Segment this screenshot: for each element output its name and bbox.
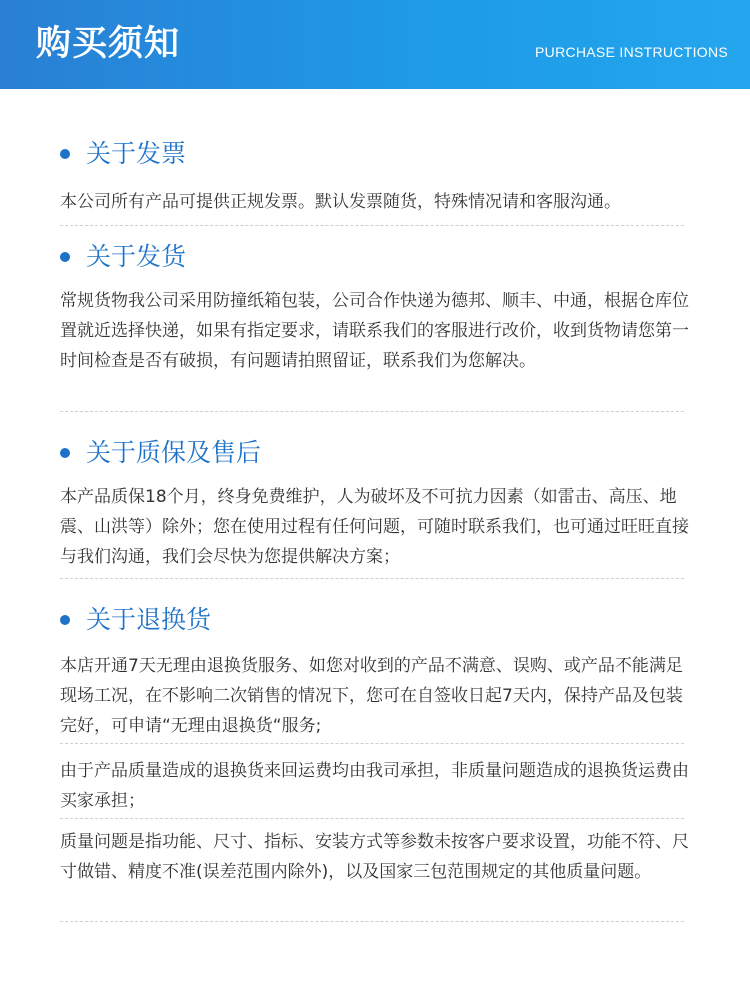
divider (60, 921, 684, 922)
divider (60, 411, 684, 412)
divider (60, 743, 684, 744)
bullet-dot-icon (60, 615, 70, 625)
divider (60, 818, 684, 819)
page-subtitle: PURCHASE INSTRUCTIONS (535, 44, 728, 60)
section-title: 关于退换货 (86, 605, 212, 634)
section-heading-invoice (60, 137, 186, 171)
section-paragraph: 常规货物我公司采用防撞纸箱包装，公司合作快递为德邦、顺丰、中通，根据仓库位置就近选择快递，如果有指定要求，请联系我们的客服进行改价，收到货物请您第一时间检查是否有破损，有问题请拍照留证，联系我们为您解决。 (60, 291, 689, 371)
section-heading-warranty (60, 436, 261, 470)
divider (60, 225, 684, 226)
bullet-dot-icon (60, 252, 70, 262)
section-title: 关于发票 (86, 139, 187, 168)
section-paragraph: 本店开通7天无理由退换货服务、如您对收到的产品不满意、误购、或产品不能满足现场工况，在不影响二次销售的情况下，您可在自签收日起7天内，保持产品及包装完好，可申请“无理由退换货“服务; (60, 656, 683, 736)
divider (60, 578, 684, 579)
section-paragraph: 质量问题是指功能、尺寸、指标、安装方式等参数未按客户要求设置，功能不符、尺寸做错、精度不准(误差范围内除外)，以及国家三包范围规定的其他质量问题。 (60, 832, 689, 882)
section-title: 关于质保及售后 (86, 438, 262, 467)
header-banner (0, 0, 750, 89)
section-heading-shipping (60, 240, 186, 274)
section-heading-returns (60, 603, 211, 637)
page-title: 购买须知 (36, 24, 181, 64)
section-title: 关于发货 (86, 242, 187, 271)
bullet-dot-icon (60, 448, 70, 458)
section-paragraph: 由于产品质量造成的退换货来回运费均由我司承担，非质量问题造成的退换货运费由买家承担； (60, 761, 689, 811)
section-paragraph: 本产品质保18个月，终身免费维护，人为破坏及不可抗力因素（如雷击、高压、地震、山洪等）除外；您在使用过程有任何问题，可随时联系我们，也可通过旺旺直接与我们沟通，我们会尽快为您提供解决方案； (60, 487, 689, 567)
section-paragraph: 本公司所有产品可提供正规发票。默认发票随货，特殊情况请和客服沟通。 (60, 192, 621, 212)
bullet-dot-icon (60, 149, 70, 159)
